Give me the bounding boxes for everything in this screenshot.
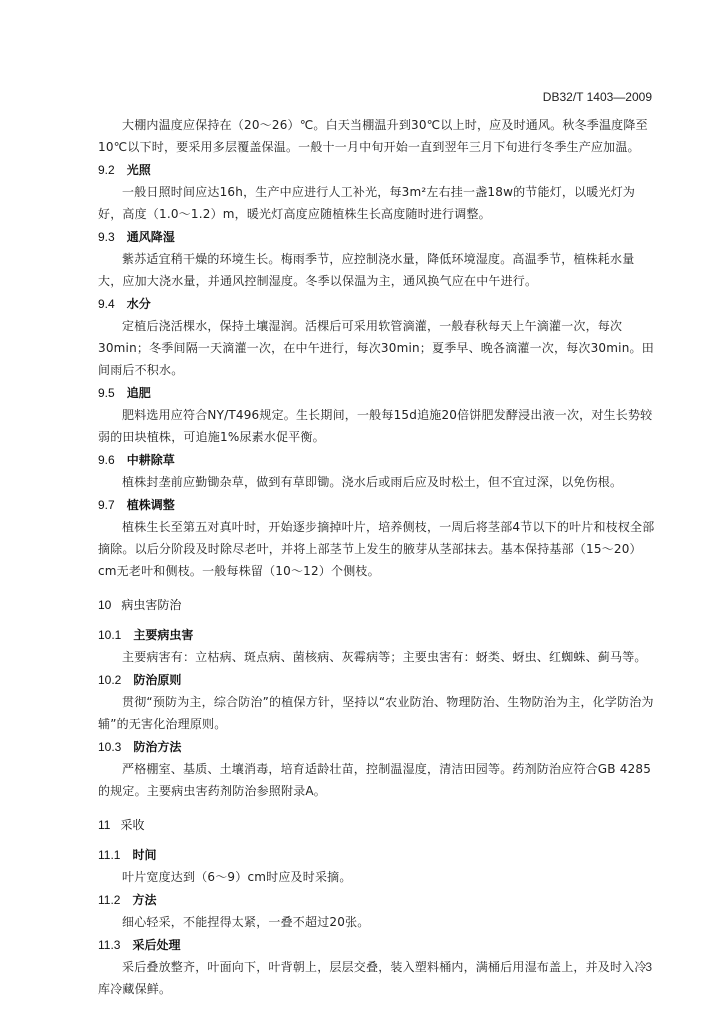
section-title: 方法 <box>132 893 157 907</box>
heading-9-2 <box>98 159 658 181</box>
section-number: 9.7 <box>98 498 115 512</box>
section-title: 防治原则 <box>133 673 182 687</box>
paragraph-harvest-time: 叶片宽度达到（6～9）cm时应及时采摘。 <box>122 870 352 884</box>
section-number: 9.6 <box>98 453 115 467</box>
heading-11-3 <box>98 934 658 956</box>
page-number: 3 <box>645 960 652 974</box>
section-number: 9.4 <box>98 297 115 311</box>
paragraph-lighting: 一般日照时间应达16h，生产中应进行人工补光，每3m²左右挂一盏18w的节能灯，以暖光灯为好，高度（1.0～1.2）m，暖光灯高度应随植株生长高度随时进行调整。 <box>98 185 636 221</box>
heading-9-3 <box>98 226 658 248</box>
chapter-number: 10 <box>98 598 112 612</box>
section-number: 10.2 <box>98 673 122 687</box>
section-title: 主要病虫害 <box>133 628 194 642</box>
section-title: 光照 <box>126 163 151 177</box>
heading-10-2 <box>98 669 658 691</box>
chapter-title: 采收 <box>120 818 145 832</box>
section-title: 时间 <box>132 848 157 862</box>
section-title: 水分 <box>126 297 151 311</box>
heading-9-5 <box>98 382 658 404</box>
section-number: 9.2 <box>98 163 115 177</box>
section-number: 10.3 <box>98 740 122 754</box>
heading-9-7 <box>98 494 658 516</box>
heading-10-3 <box>98 736 658 758</box>
section-number: 11.1 <box>98 848 121 862</box>
section-number: 10.1 <box>98 628 122 642</box>
section-title: 植株调整 <box>126 498 175 512</box>
paragraph-temperature: 大棚内温度应保持在（20～26）℃。白天当棚温升到30℃以上时，应及时通风。秋冬季温度降至10℃以下时，要采用多层覆盖保温。一般十一月中旬开始一直到翌年三月下旬进行冬季生产应加温。 <box>98 118 648 154</box>
section-number: 9.5 <box>98 386 115 400</box>
heading-11 <box>98 814 658 836</box>
section-number: 11.2 <box>98 893 121 907</box>
paragraph-principles: 贯彻“预防为主，综合防治”的植保方针，坚持以“农业防治、物理防治、生物防治为主，化学防治为辅”的无害化治理原则。 <box>98 695 654 731</box>
heading-9-6 <box>98 449 658 471</box>
chapter-number: 11 <box>98 818 111 832</box>
section-title: 采后处理 <box>132 938 181 952</box>
document-code: DB32/T 1403—2009 <box>542 90 652 104</box>
section-title: 防治方法 <box>133 740 182 754</box>
document-body <box>98 114 658 1001</box>
paragraph-ventilation: 紫苏适宜稍干燥的环境生长。梅雨季节，应控制浇水量，降低环境湿度。高温季节，植株耗水量大，应加大浇水量，并通风控制湿度。冬季以保温为主，通风换气应在中午进行。 <box>98 252 635 288</box>
heading-11-2 <box>98 889 658 911</box>
section-title: 中耕除草 <box>126 453 175 467</box>
section-title: 追肥 <box>126 386 151 400</box>
paragraph-methods: 严格棚室、基质、土壤消毒，培育适龄壮苗，控制温湿度，清洁田园等。药剂防治应符合GB 4285的规定。主要病虫害药剂防治参照附录A。 <box>98 762 652 798</box>
section-number: 11.3 <box>98 938 121 952</box>
chapter-title: 病虫害防治 <box>121 598 182 612</box>
heading-10 <box>98 594 658 616</box>
section-number: 9.3 <box>98 230 115 244</box>
paragraph-weeding: 植株封垄前应勤锄杂草，做到有草即锄。浇水后或雨后应及时松土，但不宜过深，以免伤根。 <box>122 475 623 489</box>
paragraph-fertilizer: 肥料选用应符合NY/T496规定。生长期间，一般每15d追施20倍饼肥发酵浸出液一次，对生长势较弱的田块植株，可追施1%尿素水促平衡。 <box>98 408 653 444</box>
section-title: 通风降湿 <box>126 230 175 244</box>
paragraph-post-harvest: 采后叠放整齐，叶面向下，叶背朝上，层层交叠，装入塑料桶内，满桶后用湿布盖上，并及时入冷库冷藏保鲜。 <box>98 960 647 996</box>
paragraph-harvest-method: 细心轻采，不能捏得太紧，一叠不超过20张。 <box>122 915 370 929</box>
paragraph-pruning: 植株生长至第五对真叶时，开始逐步摘掉叶片，培养侧枝，一周后将茎部4节以下的叶片和枝杈全部摘除。以后分阶段及时除尽老叶，并将上部茎节上发生的腋芽从茎部抹去。基本保持基部（15～20）cm无老叶和侧枝。一般每株留（10～12）个侧枝。 <box>98 520 655 578</box>
heading-11-1 <box>98 844 658 866</box>
heading-9-4 <box>98 293 658 315</box>
paragraph-pests: 主要病害有：立枯病、斑点病、菌核病、灰霉病等；主要虫害有：蚜类、蚜虫、红蜘蛛、蓟马等。 <box>122 650 647 664</box>
paragraph-water: 定植后浇活棵水，保持土壤湿润。活棵后可采用软管滴灌，一般春秋每天上午滴灌一次，每次30min；冬季间隔一天滴灌一次，在中午进行，每次30min；夏季早、晚各滴灌一次，每次30min。田间雨后不积水。 <box>98 319 654 377</box>
heading-10-1 <box>98 624 658 646</box>
